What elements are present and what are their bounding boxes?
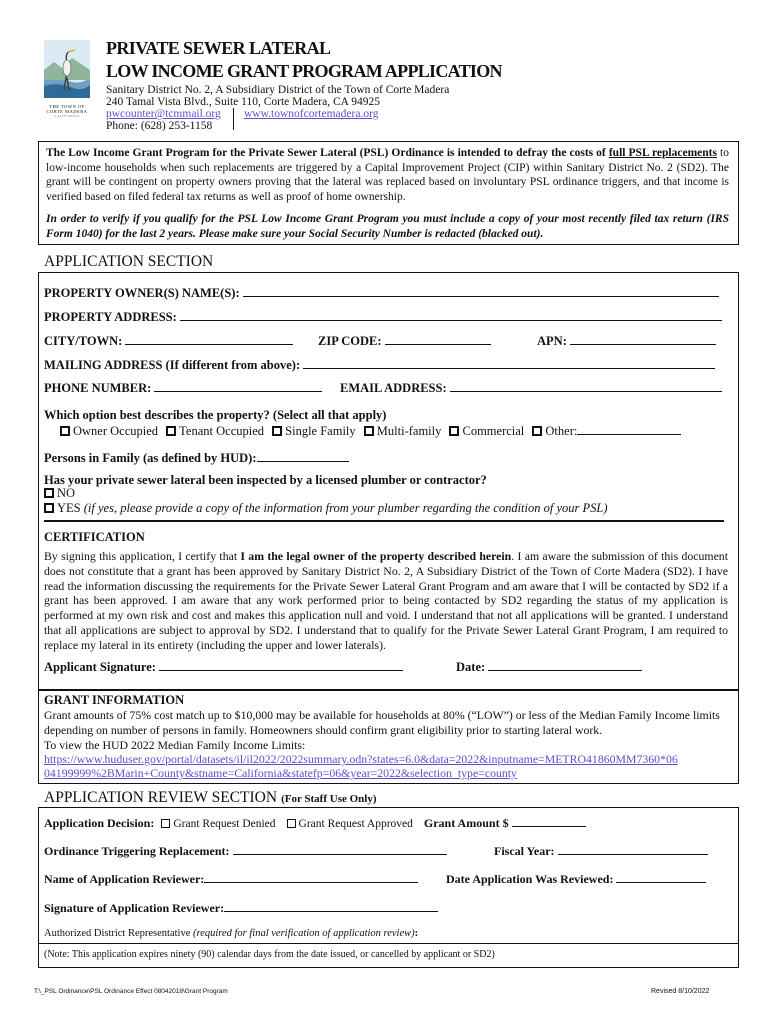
intro-text-underline: full PSL replacements <box>608 147 717 159</box>
grant-info-heading: GRANT INFORMATION <box>44 693 185 707</box>
mailing-field <box>44 357 715 373</box>
grant-info-text: Grant amounts of 75% cost match up to $10,000 may be available for households at 80% (“LOW”) or less of the Median Family Income limits depending on number of persons in family. Homeowners should confirm grant eligibility prior to starting lateral work. <box>44 708 720 737</box>
reviewer-signature-field <box>44 900 438 916</box>
checkbox-icon[interactable] <box>364 426 374 436</box>
apn-input[interactable] <box>570 333 716 345</box>
property-options <box>60 423 681 439</box>
grant-amount-input[interactable] <box>512 815 586 827</box>
fiscal-input[interactable] <box>558 843 708 855</box>
owner-label: PROPERTY OWNER(S) NAME(S): <box>44 286 240 300</box>
phone-field <box>44 380 322 396</box>
footer-revised: Revised 8/10/2022 <box>651 988 710 995</box>
applicant-signature-field <box>44 659 403 675</box>
checkbox-icon[interactable] <box>60 426 70 436</box>
option-single-family[interactable]: Single Family <box>272 424 356 438</box>
heron-logo-icon <box>44 40 90 98</box>
owner-field <box>44 285 719 301</box>
zip-field <box>318 333 491 349</box>
apn-label: APN: <box>537 334 567 348</box>
option-tenant-occupied[interactable]: Tenant Occupied <box>166 424 264 438</box>
intro-paragraph <box>46 146 729 204</box>
applicant-signature-input[interactable] <box>159 659 403 671</box>
intro-requirement: In order to verify if you qualify for the PSL Low Income Grant Program you must include a copy of your most recently filed tax return (IRS Form 1040) for the last 2 years. Please make sure your Social Security Number is redacted (blacked out). <box>46 213 729 240</box>
intro-text-a: The Low Income Grant Program for the Private Sewer Lateral (PSL) Ordinance is intended to defray the costs of <box>46 147 609 159</box>
email-label: EMAIL ADDRESS: <box>340 381 447 395</box>
city-input[interactable] <box>125 333 293 345</box>
option-multi-family[interactable]: Multi-family <box>364 424 442 438</box>
address-label: PROPERTY ADDRESS: <box>44 310 177 324</box>
ordinance-label: Ordinance Triggering Replacement: <box>44 844 230 858</box>
certification-text: By signing this application, I certify that I am the legal owner of the property described herein. I am aware the submission of this document does not constitute that a grant has been approved by Sanitary District No. 2, A Subsidiary District of the Town of Corte Madera (SD2). I have read the information discussing the requirements for the Private Sewer Lateral Grant Program and am aware that I will be contacted by SD2 if a grant has been approved. I am aware that any work performed prior to being contacted by SD2 regarding the status of my application is performed at my own risk and cost and makes this application null and void. I understand that not all applications will be granted. I understand that all applications are subject to approval by SD2. I understand that to qualify for the Private Sewer Lateral Grant Program, I am required to replace my lateral in its entirety (including the upper and lower laterals). <box>44 549 728 652</box>
ordinance-field <box>44 843 447 859</box>
header-divider <box>233 108 234 130</box>
email-link[interactable]: pwcounter@tcmmail.org <box>106 108 221 120</box>
zip-input[interactable] <box>385 333 491 345</box>
applicant-date-label: Date: <box>456 660 486 674</box>
option-other[interactable]: Other: <box>532 424 681 438</box>
date-reviewed-label: Date Application Was Reviewed: <box>446 872 614 886</box>
option-owner-occupied[interactable]: Owner Occupied <box>60 424 158 438</box>
reviewer-field <box>44 871 418 887</box>
other-input[interactable] <box>577 423 681 435</box>
checkbox-icon[interactable] <box>532 426 542 436</box>
hud-url-line2[interactable]: 04199999%2BMarin+County&stname=California&statefp=06&year=2022&selection_type=county <box>44 766 517 780</box>
applicant-date-input[interactable] <box>488 659 642 671</box>
review-heading: APPLICATION REVIEW SECTION (For Staff Use Only) <box>44 789 377 806</box>
fiscal-field <box>494 843 708 859</box>
inspected-no[interactable]: NO <box>44 486 75 501</box>
persons-label: Persons in Family (as defined by HUD): <box>44 451 257 465</box>
phone-line: Phone: (628) 253-1158 <box>106 120 213 132</box>
date-reviewed-field <box>446 871 706 887</box>
city-field <box>44 333 293 349</box>
title-line1: PRIVATE SEWER LATERAL <box>106 38 331 58</box>
apn-field <box>537 333 716 349</box>
district-line: Sanitary District No. 2, A Subsidiary District of the Town of Corte Madera <box>106 84 450 96</box>
logo-line1: THE TOWN OF <box>49 104 85 109</box>
email-field <box>340 380 722 396</box>
applicant-signature-label: Applicant Signature: <box>44 660 156 674</box>
owner-input[interactable] <box>243 285 719 297</box>
authorized-line: Authorized District Representative (required for final verification of application review): <box>44 928 419 939</box>
review-divider <box>38 943 739 944</box>
option-commercial[interactable]: Commercial <box>449 424 524 438</box>
address-field <box>44 309 722 325</box>
persons-input[interactable] <box>257 450 349 462</box>
logo-line3: CALIFORNIA <box>53 114 81 118</box>
reviewer-signature-input[interactable] <box>224 900 438 912</box>
mailing-label: MAILING ADDRESS (If different from above): <box>44 358 301 372</box>
fiscal-label: Fiscal Year: <box>494 844 555 858</box>
hud-url-line1[interactable]: https://www.huduser.gov/portal/datasets/il/il2022/2022summary.odn?states=6.0&data=2022&inputname=METRO41860MM7360*06 <box>44 752 678 766</box>
certification-heading: CERTIFICATION <box>44 530 145 544</box>
checkbox-icon[interactable] <box>44 503 54 513</box>
reviewer-input[interactable] <box>204 871 418 883</box>
decision-row <box>44 815 586 831</box>
expiry-note: (Note: This application expires ninety (90) calendar days from the date issued, or cancelled by applicant or SD2) <box>44 949 495 960</box>
grant-amount-label: Grant Amount $ <box>423 816 509 830</box>
zip-label: ZIP CODE: <box>318 334 382 348</box>
address-input[interactable] <box>180 309 722 321</box>
inspected-question: Has your private sewer lateral been inspected by a licensed plumber or contractor? <box>44 473 487 487</box>
checkbox-icon[interactable] <box>272 426 282 436</box>
phone-input[interactable] <box>154 380 322 392</box>
reviewer-label: Name of Application Reviewer: <box>44 872 205 886</box>
footer-path: T:\_PSL Ordinance\PSL Ordinance Effect 08042018\Grant Program <box>34 988 228 995</box>
hud-line: To view the HUD 2022 Median Family Income Limits: <box>44 738 306 752</box>
section-divider <box>44 520 724 522</box>
checkbox-icon[interactable] <box>166 426 176 436</box>
decision-label: Application Decision: <box>44 816 155 830</box>
town-logo <box>44 40 90 118</box>
option-denied[interactable]: Grant Request Denied <box>161 816 275 830</box>
reviewer-signature-label: Signature of Application Reviewer: <box>44 901 225 915</box>
inspected-yes[interactable]: YES (if yes, please provide a copy of the information from your plumber regarding the condition of your PSL) <box>44 501 608 516</box>
option-approved[interactable]: Grant Request Approved <box>287 816 413 830</box>
application-heading: APPLICATION SECTION <box>44 253 214 270</box>
logo-line2: CORTE MADERA <box>46 109 88 114</box>
mailing-input[interactable] <box>303 357 715 369</box>
checkbox-icon[interactable] <box>44 488 54 498</box>
address-line: 240 Tamal Vista Blvd., Suite 110, Corte Madera, CA 94925 <box>106 96 380 108</box>
city-label: CITY/TOWN: <box>44 334 123 348</box>
title-line2: LOW INCOME GRANT PROGRAM APPLICATION <box>106 61 502 81</box>
checkbox-icon[interactable] <box>161 819 170 828</box>
option-question: Which option best describes the property? (Select all that apply) <box>44 408 387 422</box>
ordinance-input[interactable] <box>233 843 447 855</box>
intro-text-b: to low-income households when such replacements are triggered by a Capital Improvement Project (CIP) within Sanitary District No. 2 (SD2). The grant will be contingent on property owners proving that the lateral was replaced based on involuntary PSL ordinance triggers, and that income is verified based on filed federal tax returns as well as proof of home ownership. <box>46 147 729 203</box>
checkbox-icon[interactable] <box>287 819 296 828</box>
applicant-date-field <box>456 659 642 675</box>
phone-label: PHONE NUMBER: <box>44 381 152 395</box>
persons-field <box>44 450 349 466</box>
email-input[interactable] <box>450 380 722 392</box>
checkbox-icon[interactable] <box>449 426 459 436</box>
date-reviewed-input[interactable] <box>616 871 706 883</box>
website-link[interactable]: www.townofcortemadera.org <box>244 108 379 120</box>
